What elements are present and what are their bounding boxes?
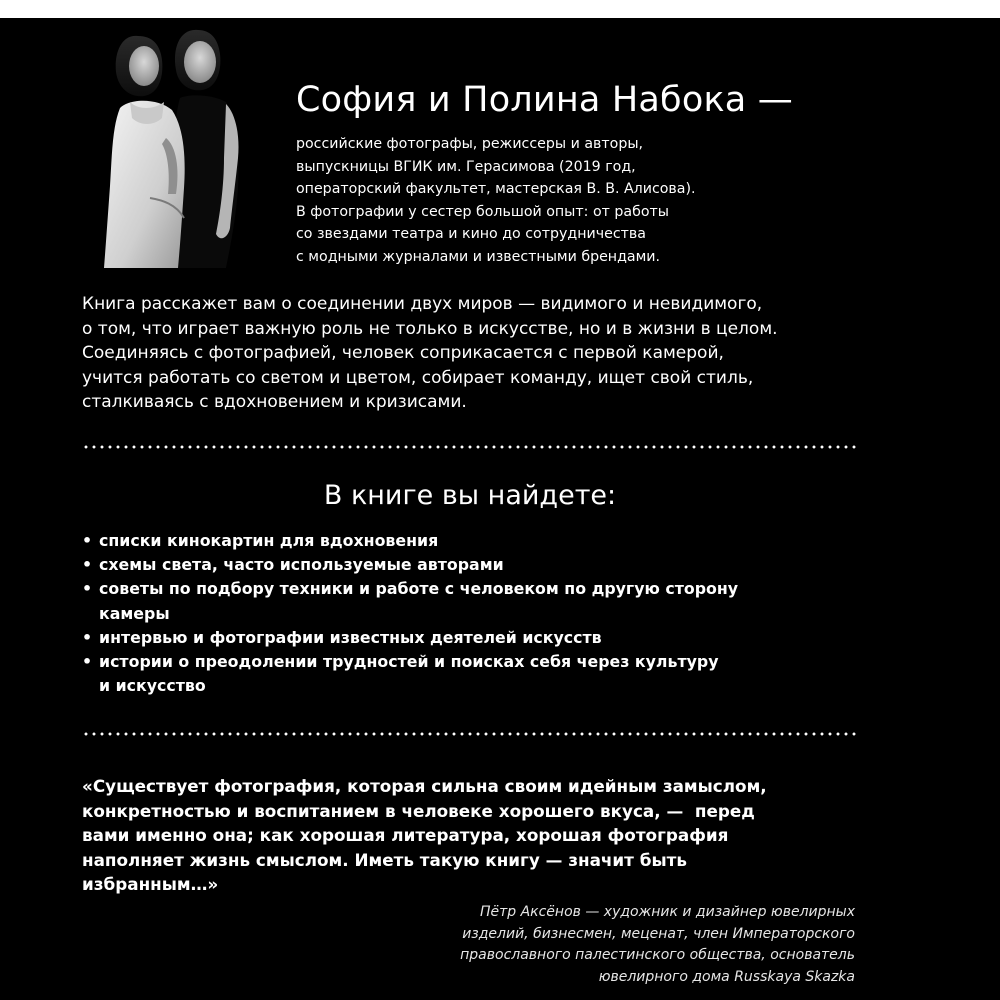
- list-item: [82, 553, 738, 577]
- quote-line: вами именно она; как хорошая литература, хорошая фотография: [82, 825, 729, 846]
- book-back-cover: [0, 18, 1000, 1000]
- list-item-text: истории о преодолении трудностей и поисках себя через культуру: [99, 652, 719, 672]
- bullet-icon: •: [82, 627, 93, 647]
- list-item-text: схемы света, часто используемые авторами: [99, 555, 504, 575]
- book-description: [82, 292, 778, 415]
- list-item: [82, 577, 738, 601]
- bio-line: выпускницы ВГИК им. Герасимова (2019 год,: [296, 158, 636, 175]
- list-item: [82, 650, 738, 674]
- attribution-line: Пётр Аксёнов — художник и дизайнер ювелирных: [479, 904, 855, 920]
- attribution-line: православного палестинского общества, основатель: [460, 947, 855, 963]
- quote-line: наполняет жизнь смыслом. Иметь такую книгу — значит быть: [82, 849, 687, 870]
- description-line: о том, что играет важную роль не только в искусстве, но и в жизни в целом.: [82, 318, 778, 339]
- list-item-continuation: и искусство: [99, 676, 206, 696]
- quote-attribution: [460, 902, 855, 988]
- description-line: сталкиваясь с вдохновением и кризисами.: [82, 392, 467, 413]
- dotted-divider: [82, 732, 858, 736]
- list-item: [82, 626, 738, 650]
- bullet-icon: •: [82, 652, 93, 672]
- features-list: [82, 529, 738, 698]
- description-line: Книга расскажет вам о соединении двух миров — видимого и невидимого,: [82, 294, 763, 314]
- list-item-text: интервью и фотографии известных деятелей искусств: [99, 627, 602, 647]
- list-item-text: списки кинокартин для вдохновения: [99, 531, 439, 550]
- bio-line: операторский факультет, мастерская В. В. Алисова).: [296, 181, 696, 198]
- list-item: [82, 529, 738, 553]
- authors-photo: [80, 18, 258, 268]
- bio-line: со звездами театра и кино до сотрудничества: [296, 226, 646, 243]
- authors-title: София и Полина Набока —: [296, 80, 793, 120]
- quote-line: конкретностью и воспитанием в человеке хорошего вкуса, — перед: [82, 800, 755, 821]
- bullet-icon: •: [82, 579, 93, 599]
- quote-line: избранным…»: [82, 874, 219, 895]
- list-item-text: советы по подбору техники и работе с человеком по другую сторону: [99, 579, 739, 599]
- description-line: Соединяясь с фотографией, человек соприкасается с первой камерой,: [82, 343, 724, 364]
- list-item-continuation: камеры: [99, 603, 170, 623]
- authors-photo-image: [80, 18, 258, 268]
- features-heading: В книге вы найдете:: [323, 480, 617, 511]
- attribution-line: ювелирного дома Russkaya Skazka: [598, 968, 855, 985]
- quote-line: «Существует фотография, которая сильна своим идейным замыслом,: [82, 776, 767, 796]
- bullet-icon: •: [82, 531, 93, 550]
- description-line: учится работать со светом и цветом, собирает команду, ищет свой стиль,: [82, 367, 754, 388]
- bio-line: российские фотографы, режиссеры и авторы,: [296, 136, 644, 152]
- review-quote: [82, 774, 767, 897]
- bullet-icon: •: [82, 555, 93, 575]
- authors-bio: [296, 133, 696, 269]
- bio-line: с модными журналами и известными брендами.: [296, 248, 661, 265]
- attribution-line: изделий, бизнесмен, меценат, член Императорского: [462, 925, 855, 942]
- bio-line: В фотографии у сестер большой опыт: от работы: [296, 203, 669, 220]
- dotted-divider: [82, 445, 858, 449]
